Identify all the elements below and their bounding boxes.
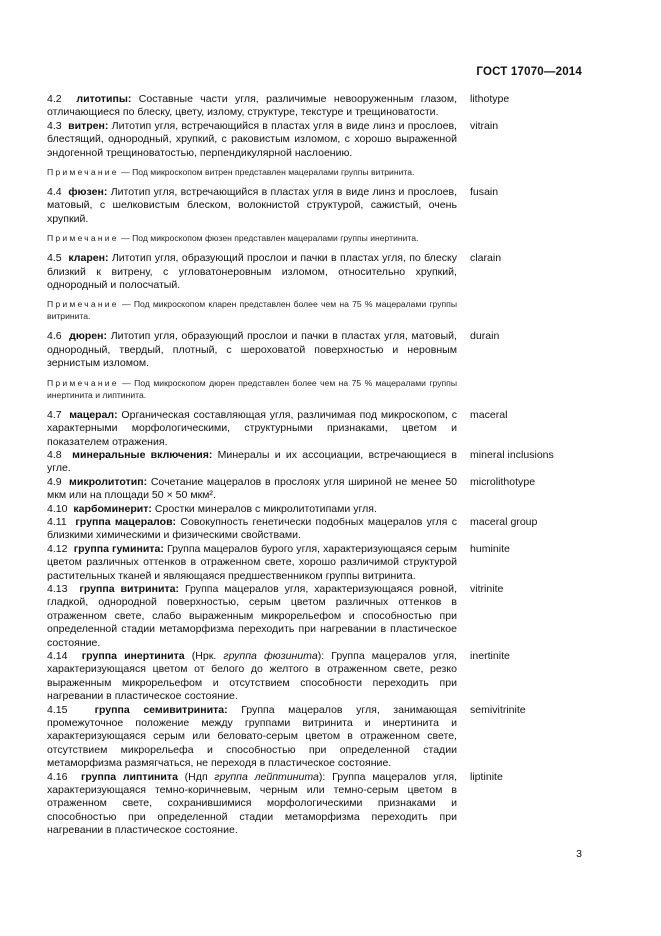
note-text: — Под микроскопом кларен представлен более чем на 75 % мацералами группы витринита.: [47, 299, 457, 322]
english-equivalent: clarain: [470, 252, 502, 265]
entry-number: 4.10: [47, 502, 68, 515]
term-entry: [47, 771, 587, 838]
entry-definition: Литотип угля, встречающийся в пластах угля в виде линз и прослоев, блестящий, однородный, хрупкий, с раковистым изломом, с хорошо выраженной эндогенной трещиноватостью, перпендикулярной наслоению.: [47, 119, 457, 159]
term-entry: [47, 650, 587, 704]
entry-number: 4.16: [47, 770, 68, 783]
document-body: [47, 93, 587, 838]
entry-definition: ): Группа мацералов угля, характеризующаяся темно-коричневым, черным или темно-серым цветом в отраженном свете, сохранившимися морфологическими признаками и способностью при определенной стадии метаморфизма переходить при нагревании в пластическое состояние.: [47, 770, 458, 837]
entry-term: группа семивитринита:: [94, 703, 228, 716]
entry-term: минеральные включения:: [72, 448, 213, 461]
term-entry: [47, 516, 587, 543]
entry-note: [47, 298, 457, 322]
entry-term: дюрен:: [69, 330, 108, 343]
entry-number: 4.12: [47, 542, 68, 555]
english-equivalent: mineral inclusions: [470, 448, 554, 461]
term-entry: [47, 704, 587, 771]
entry-number: 4.7: [47, 408, 62, 421]
entry-definition: Совокупность генетически подобных мацералов угля с близкими химическими и физическими свойствами.: [47, 515, 457, 542]
term-entry: [47, 93, 587, 120]
entry-definition: Сочетание мацералов в прослоях угля шириной не менее 50 мкм или на площади 50 × 50 мкм².: [47, 475, 457, 502]
entry-synonym: группа лейптинита: [214, 770, 319, 783]
note-label: Примечание: [47, 233, 119, 244]
entry-definition: Сростки минералов с микролитотипами угля.: [151, 502, 377, 515]
term-entry: [47, 503, 587, 516]
term-entry: [47, 252, 587, 292]
entry-number: 4.14: [47, 650, 68, 662]
entry-term: витрен:: [68, 119, 109, 132]
entry-definition: Составные части угля, различимые невооруженным глазом, отличающиеся по блеску, цвету, излому, структуре, текстуре и трещиноватости.: [47, 93, 457, 119]
term-entry: [47, 476, 587, 503]
document-header: ГОСТ 17070—2014: [476, 66, 582, 78]
note-label: Примечание: [47, 167, 119, 178]
term-entry: [47, 186, 587, 226]
entry-definition: Органическая составляющая угля, различимая под микроскопом, с характерными морфологическими, структурными признаками, цветом и показателем отражения.: [47, 408, 457, 448]
term-entry: [47, 409, 587, 449]
entry-definition: Литотип угля, образующий прослои и пачки в пластах угля, матовый, однородный, твердый, плотный, с шероховатой поверхностью и неровным зернистым изломом.: [47, 330, 457, 370]
english-equivalent: durain: [470, 330, 500, 343]
entry-term: группа гуминита:: [73, 542, 164, 555]
english-equivalent: lithotype: [470, 93, 510, 105]
entry-note: [47, 232, 457, 244]
note-label: Примечание: [47, 377, 119, 388]
english-equivalent: microlithotype: [470, 475, 536, 488]
term-entry: [47, 330, 587, 370]
entry-note: [47, 166, 457, 178]
entry-number: 4.8: [47, 448, 62, 461]
page-number: 3: [576, 848, 582, 860]
entry-term: мацерал:: [69, 408, 118, 421]
entry-number: 4.6: [47, 330, 62, 343]
note-text: — Под микроскопом дюрен представлен более чем на 75 % мацералами группы инертинита и липтинита.: [47, 377, 457, 400]
english-equivalent: vitrain: [470, 119, 499, 132]
english-equivalent: vitrinite: [470, 582, 504, 595]
english-equivalent: inertinite: [470, 650, 510, 662]
english-equivalent: maceral group: [470, 515, 538, 528]
entry-definition: Минералы и их ассоциации, встречающиеся в угле.: [47, 448, 457, 475]
entry-number: 4.13: [47, 582, 68, 595]
english-equivalent: fusain: [470, 186, 499, 199]
english-equivalent: maceral: [470, 408, 508, 421]
entry-definition: Группа мацералов угля, характеризующаяся ровной, гладкой, однородной поверхностью, серым цветом различных оттенков в отраженном свете, слабо выраженным микрорельефом и способностью при определенной стадии метаморфизма переходить при нагревании в пластическое состояние.: [47, 582, 457, 649]
entry-definition: Группа мацералов бурого угля, характеризующаяся серым цветом различных оттенков в отраженном свете, хорошо различимой структурой растительных тканей и являющаяся предшественником группы витринита.: [47, 542, 457, 582]
entry-term: кларен:: [68, 252, 109, 265]
entry-number: 4.11: [47, 515, 67, 528]
note-text: — Под микроскопом фюзен представлен мацералами группы инертинита.: [118, 233, 419, 244]
note-label: Примечание: [47, 299, 119, 310]
entry-synonym-prefix: (Нрк.: [184, 650, 224, 662]
english-equivalent: liptinite: [470, 770, 503, 783]
entry-term: группа мацералов:: [75, 515, 177, 528]
entry-number: 4.4: [47, 186, 62, 199]
entry-number: 4.2: [47, 93, 62, 105]
entry-definition: Группа мацералов угля, занимающая промежуточное положение между группами витринита и инертинита и характеризующаяся серым или беловато-серым цветом в отраженном свете, отсутствием микрорельефа и способностью при определенной стадии метаморфизма размягчаться, не переходя в пластическое состояние.: [47, 703, 457, 770]
entry-definition: Литотип угля, встречающийся в пластах угля в виде линз и прослоев, матовый, с шелковистым блеском, волокнистой структурой, сажистый, очень хрупкий.: [47, 186, 457, 225]
entry-number: 4.3: [47, 119, 62, 132]
entry-term: фюзен:: [68, 186, 108, 199]
entry-term: группа липтинита: [80, 770, 178, 783]
english-equivalent: huminite: [470, 542, 510, 555]
entry-number: 4.5: [47, 252, 62, 265]
entry-number: 4.9: [47, 475, 62, 488]
entry-term: микролитотип:: [69, 475, 148, 488]
entry-synonym-prefix: (Ндп: [177, 770, 215, 783]
entry-term: литотипы:: [76, 93, 132, 105]
term-entry: [47, 543, 587, 583]
english-equivalent: semivitrinite: [470, 703, 526, 716]
entry-synonym: группа фюзинита: [223, 650, 318, 662]
entry-number: 4.15: [47, 703, 68, 716]
entry-definition: Литотип угля, образующий прослои и пачки в пластах угля, по блеску близкий к витрену, с угловатонеровным изломом, относительно хрупкий, однородный и полосчатый.: [47, 252, 457, 292]
term-entry: [47, 449, 587, 476]
entry-term: карбоминерит:: [73, 502, 152, 515]
term-entry: [47, 120, 587, 160]
entry-definition: ): Группа мацералов угля, характеризующаяся цветом от белого до желтого в отраженном свете, резко выраженным микрорельефом и отсутствием способности переходить при нагревании в пластическое состояние.: [47, 650, 457, 703]
entry-note: [47, 377, 457, 401]
note-text: — Под микроскопом витрен представлен мацералами группы витринита.: [118, 167, 415, 178]
term-entry: [47, 583, 587, 650]
entry-term: группа инертинита: [81, 650, 185, 662]
entry-term: группа витринита:: [79, 582, 179, 595]
